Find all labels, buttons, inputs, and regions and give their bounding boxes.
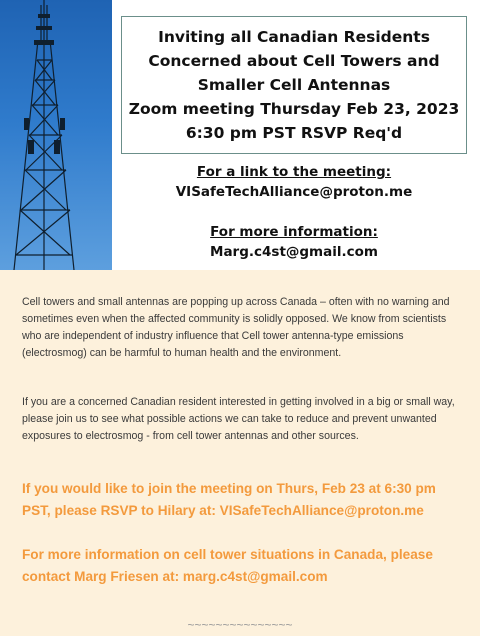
headline-line: Zoom meeting Thursday Feb 23, 2023 <box>128 100 460 118</box>
rsvp-notice: If you would like to join the meeting on Thurs, Feb 23 at 6:30 pm PST, please RSVP to Hilary at: VISafeTechAlliance@proton.me <box>22 481 436 518</box>
more-info-email-link[interactable]: Marg.c4st@gmail.com <box>210 244 378 260</box>
cell-tower-image <box>0 0 112 270</box>
invitation-paragraph: If you are a concerned Canadian resident interested in getting involved in a big or small way, please join us to see what possible actions we can take to reduce and prevent unwanted exposures to electrosmog - from cell tower antennas and other sources. <box>22 396 455 442</box>
meeting-link-label: For a link to the meeting: <box>196 164 392 180</box>
more-info-block <box>121 222 467 262</box>
headline-box <box>121 16 467 154</box>
more-info-label: For more information: <box>210 224 378 240</box>
headline-line: 6:30 pm PST RSVP Req'd <box>185 124 403 142</box>
poster-header <box>0 0 480 270</box>
poster-body <box>0 270 480 636</box>
headline-line: Smaller Cell Antennas <box>197 76 391 94</box>
headline-line: Concerned about Cell Towers and <box>148 52 440 70</box>
headline-line: Inviting all Canadian Residents <box>158 28 430 46</box>
divider-tildes: ~~~~~~~~~~~~~~~ <box>187 618 293 632</box>
meeting-email-link[interactable]: VISafeTechAlliance@proton.me <box>175 184 413 200</box>
intro-paragraph: Cell towers and small antennas are popping up across Canada – often with no warning and sometimes even when the affected community is solidly opposed. We know from scientists who are independent of industry influence that Cell tower antenna-type emissions (electrosmog) can be harmful to human health and the environment. <box>22 296 450 359</box>
meeting-link-block <box>121 162 467 202</box>
info-notice: For more information on cell tower situations in Canada, please contact Marg Friesen at: marg.c4st@gmail.com <box>22 547 433 584</box>
